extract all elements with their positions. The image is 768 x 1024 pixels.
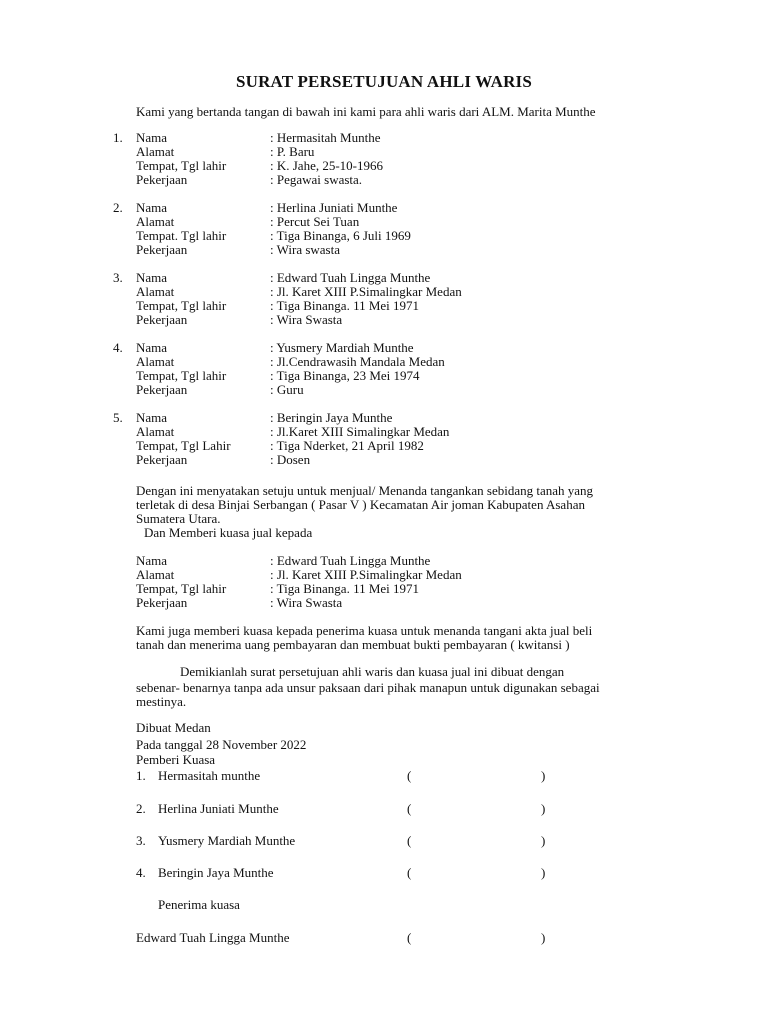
field-label: Tempat, Tgl lahir — [136, 298, 227, 313]
signature-paren-open: ( — [407, 833, 412, 848]
field-value: : Jl.Karet XIII Simalingkar Medan — [270, 424, 450, 439]
field-label: Tempat, Tgl lahir — [136, 158, 227, 173]
signature-paren-open: ( — [407, 768, 412, 783]
field-value: : Tiga Nderket, 21 April 1982 — [270, 438, 424, 453]
field-value: : Beringin Jaya Munthe — [270, 410, 393, 425]
field-value: : Tiga Binanga. 11 Mei 1971 — [270, 581, 420, 596]
heir-number: 5. — [113, 410, 123, 425]
signature-paren-close: ) — [541, 768, 546, 783]
grantor-number: 1. — [136, 768, 146, 783]
document-title: SURAT PERSETUJUAN AHLI WARIS — [235, 72, 533, 91]
heir-number: 2. — [113, 200, 123, 215]
recipient-heading: Penerima kuasa — [158, 897, 240, 912]
field-label: Pekerjaan — [136, 595, 188, 610]
field-value: : Jl. Karet XIII P.Simalingkar Medan — [270, 567, 462, 582]
field-label: Nama — [136, 270, 168, 285]
signature-paren-open: ( — [407, 801, 412, 816]
field-label: Alamat — [136, 284, 175, 299]
signature-paren-close: ) — [541, 801, 546, 816]
field-value: : Tiga Binanga. 11 Mei 1971 — [270, 298, 420, 313]
field-value: : Guru — [270, 382, 304, 397]
field-label: Nama — [136, 130, 168, 145]
field-label: Nama — [136, 200, 168, 215]
signature-paren-close: ) — [541, 930, 546, 945]
field-value: : Edward Tuah Lingga Munthe — [270, 270, 431, 285]
field-value: : Dosen — [270, 452, 311, 467]
closing-line: mestinya. — [136, 694, 187, 709]
statement-line: Sumatera Utara. — [136, 511, 221, 526]
recipient-name: Edward Tuah Lingga Munthe — [136, 930, 290, 945]
field-label: Tempat, Tgl Lahir — [136, 438, 231, 453]
signature-paren-open: ( — [407, 865, 412, 880]
field-label: Nama — [136, 410, 168, 425]
grantor-name: Hermasitah munthe — [158, 768, 261, 783]
field-label: Pekerjaan — [136, 172, 188, 187]
heir-number: 3. — [113, 270, 123, 285]
signature-paren-close: ) — [541, 865, 546, 880]
field-value: : Hermasitah Munthe — [270, 130, 381, 145]
authority-line: tanah dan menerima uang pembayaran dan membuat bukti pembayaran ( kwitansi ) — [136, 637, 570, 652]
grantor-name: Yusmery Mardiah Munthe — [158, 833, 296, 848]
field-value: : Yusmery Mardiah Munthe — [270, 340, 414, 355]
field-value: : Tiga Binanga, 23 Mei 1974 — [270, 368, 420, 383]
proxy-intro: Dan Memberi kuasa jual kepada — [144, 525, 313, 540]
field-label: Pekerjaan — [136, 382, 188, 397]
field-value: : Herlina Juniati Munthe — [270, 200, 398, 215]
field-value: : P. Baru — [270, 144, 315, 159]
field-label: Tempat, Tgl lahir — [136, 581, 227, 596]
field-value: : Wira Swasta — [270, 595, 343, 610]
heir-number: 4. — [113, 340, 123, 355]
field-value: : Tiga Binanga, 6 Juli 1969 — [270, 228, 411, 243]
field-label: Alamat — [136, 214, 175, 229]
intro-text: Kami yang bertanda tangan di bawah ini kami para ahli waris dari ALM. Marita Munthe — [136, 104, 596, 119]
closing-line: Demikianlah surat persetujuan ahli waris dan kuasa jual ini dibuat dengan — [180, 664, 565, 679]
statement-line: Dengan ini menyatakan setuju untuk menjual/ Menanda tangankan sebidang tanah yang — [136, 483, 594, 498]
field-label: Nama — [136, 340, 168, 355]
grantor-number: 2. — [136, 801, 146, 816]
field-value: : Edward Tuah Lingga Munthe — [270, 553, 431, 568]
field-value: : Wira swasta — [270, 242, 340, 257]
field-value: : Jl.Cendrawasih Mandala Medan — [270, 354, 445, 369]
field-value: : Percut Sei Tuan — [270, 214, 360, 229]
field-label: Nama — [136, 553, 168, 568]
signature-paren-close: ) — [541, 833, 546, 848]
grantor-number: 4. — [136, 865, 146, 880]
field-label: Pekerjaan — [136, 242, 188, 257]
signature-paren-open: ( — [407, 930, 412, 945]
closing-line: sebenar- benarnya tanpa ada unsur paksaan dari pihak manapun untuk digunakan sebagai — [136, 680, 600, 695]
grantor-heading: Pemberi Kuasa — [136, 752, 216, 767]
date-text: Pada tanggal 28 November 2022 — [136, 737, 307, 752]
field-label: Alamat — [136, 424, 175, 439]
field-label: Alamat — [136, 144, 175, 159]
field-label: Alamat — [136, 354, 175, 369]
grantor-number: 3. — [136, 833, 146, 848]
grantor-name: Herlina Juniati Munthe — [158, 801, 279, 816]
field-value: : Pegawai swasta. — [270, 172, 363, 187]
field-label: Pekerjaan — [136, 312, 188, 327]
field-label: Tempat, Tgl lahir — [136, 368, 227, 383]
field-value: : Wira Swasta — [270, 312, 343, 327]
field-label: Pekerjaan — [136, 452, 188, 467]
grantor-name: Beringin Jaya Munthe — [158, 865, 274, 880]
field-label: Tempat. Tgl lahir — [136, 228, 227, 243]
field-value: : K. Jahe, 25-10-1966 — [270, 158, 384, 173]
heir-number: 1. — [113, 130, 123, 145]
statement-line: terletak di desa Binjai Serbangan ( Pasar V ) Kecamatan Air joman Kabupaten Asahan — [136, 497, 585, 512]
field-value: : Jl. Karet XIII P.Simalingkar Medan — [270, 284, 462, 299]
authority-line: Kami juga memberi kuasa kepada penerima kuasa untuk menanda tangani akta jual beli — [136, 623, 593, 638]
field-label: Alamat — [136, 567, 175, 582]
place-text: Dibuat Medan — [136, 720, 211, 735]
